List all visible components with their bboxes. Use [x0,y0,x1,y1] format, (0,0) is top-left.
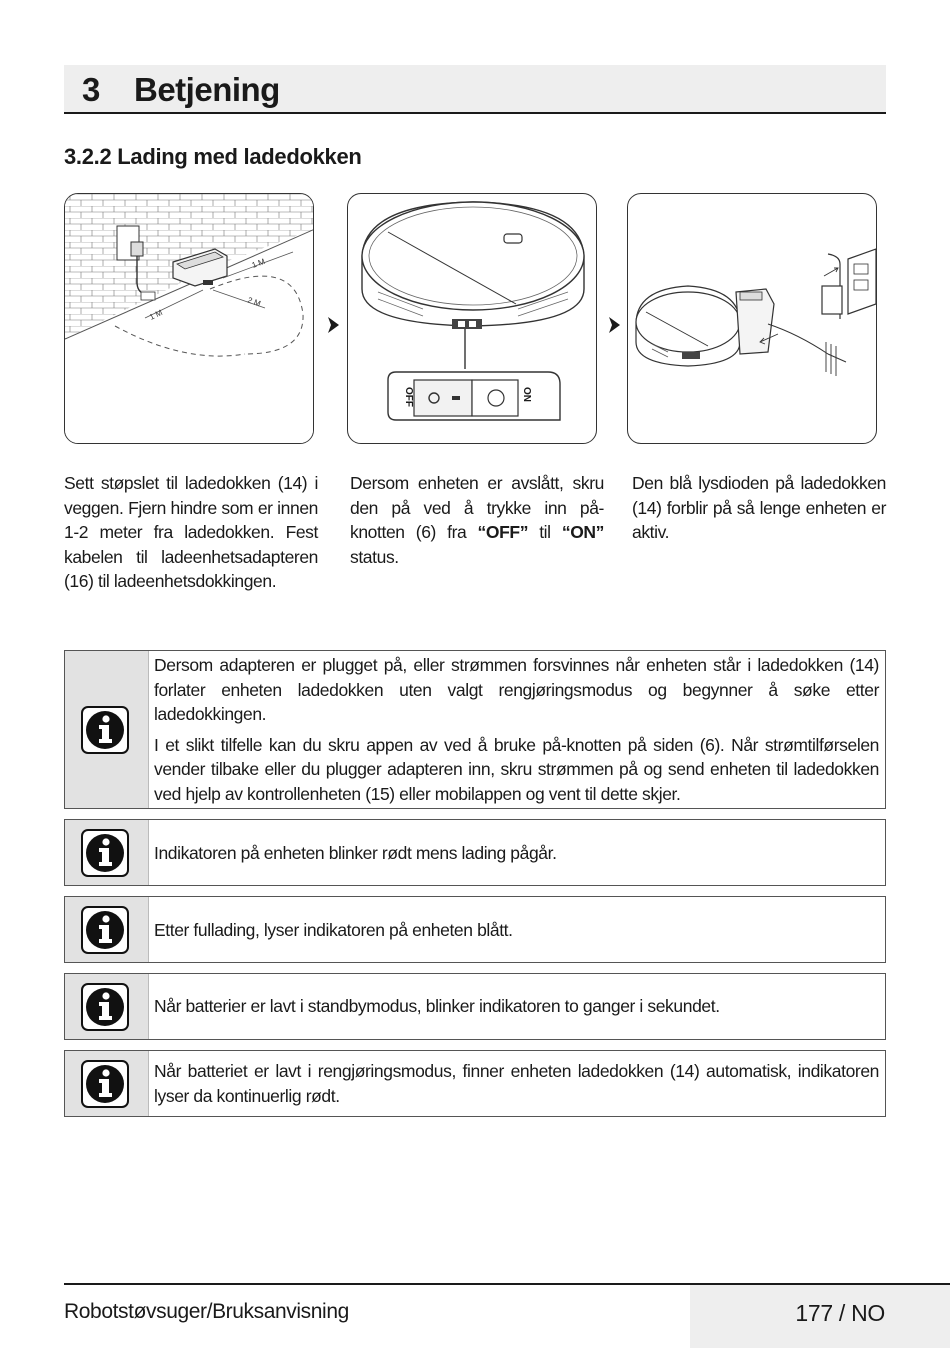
chapter-number: 3 [82,71,101,108]
info-icon [81,906,129,954]
footer-title: Robotstøvsuger/Bruksanvisning [64,1300,349,1323]
note-text: Når batterier er lavt i standbymodus, blinker indikatoren to ganger i sekundet. [154,996,720,1016]
info-icon [81,983,129,1031]
distance-label: 2 M [246,295,262,309]
info-note [64,1050,886,1117]
chevron-right-icon [606,314,624,336]
info-icon [81,1060,129,1108]
step-text-3: Den blå lysdioden på ladedokken (14) forblir på så lenge enheten er aktiv. [632,473,886,542]
section-title: 3.2.2 Lading med ladedokken [64,144,362,169]
switch-off-label: OFF [403,387,414,407]
off-label: “OFF” [477,522,529,542]
figure-dock-placement [64,193,314,444]
switch-on-label: ON [521,387,532,402]
distance-label: 1 M [148,308,164,322]
figure-power-switch [347,193,597,444]
chevron-right-icon [325,314,343,336]
step-text-1: Sett støpslet til ladedokken (14) i veggen. Fjern hindre som er innen 1-2 meter fra ladedokken. Fest kabelen til ladeenhetsadapteren (16) til ladeenhetsdokkingen. [64,473,318,591]
note-text: Når batteriet er lavt i rengjøringsmodus, finner enheten ladedokken (14) automatisk, indikatoren lyser da kontinuerlig rødt. [154,1061,879,1106]
chapter-header [64,65,886,114]
info-note [64,819,886,886]
on-label: “ON” [561,522,604,542]
note-text: Etter fullading, lyser indikatoren på enheten blått. [154,920,513,940]
step-text-2: Dersom enheten er avslått, skru den på ved å trykke inn på-knotten (6) fra “OFF” til “ON” status. [350,473,604,567]
info-note [64,973,886,1040]
info-note [64,650,886,809]
info-icon [81,829,129,877]
note-paragraph: Dersom adapteren er plugget på, eller strømmen forsvinnes når enheten står i ladedokken (14) forlater enheten ladedokken uten valgt rengjøringsmodus og begynner å søke etter ladedokkingen. [154,655,879,724]
note-paragraph: I et slikt tilfelle kan du skru appen av ved å bruke på-knotten på siden (6). Når strømtilførselen vender tilbake eller du plugger adapteren inn, skru strømmen på og send enheten til ladedokken ved hjelp av kontrollenheten (15) eller mobilappen og vent til dette skjer. [154,734,879,804]
info-icon [81,706,129,754]
info-note [64,896,886,963]
page-number: 177 / NO [795,1300,885,1326]
chapter-title: Betjening [134,71,280,108]
distance-label: 1 M [250,256,267,270]
note-text: Indikatoren på enheten blinker rødt mens lading pågår. [154,843,557,863]
figure-docked-robot [627,193,877,444]
